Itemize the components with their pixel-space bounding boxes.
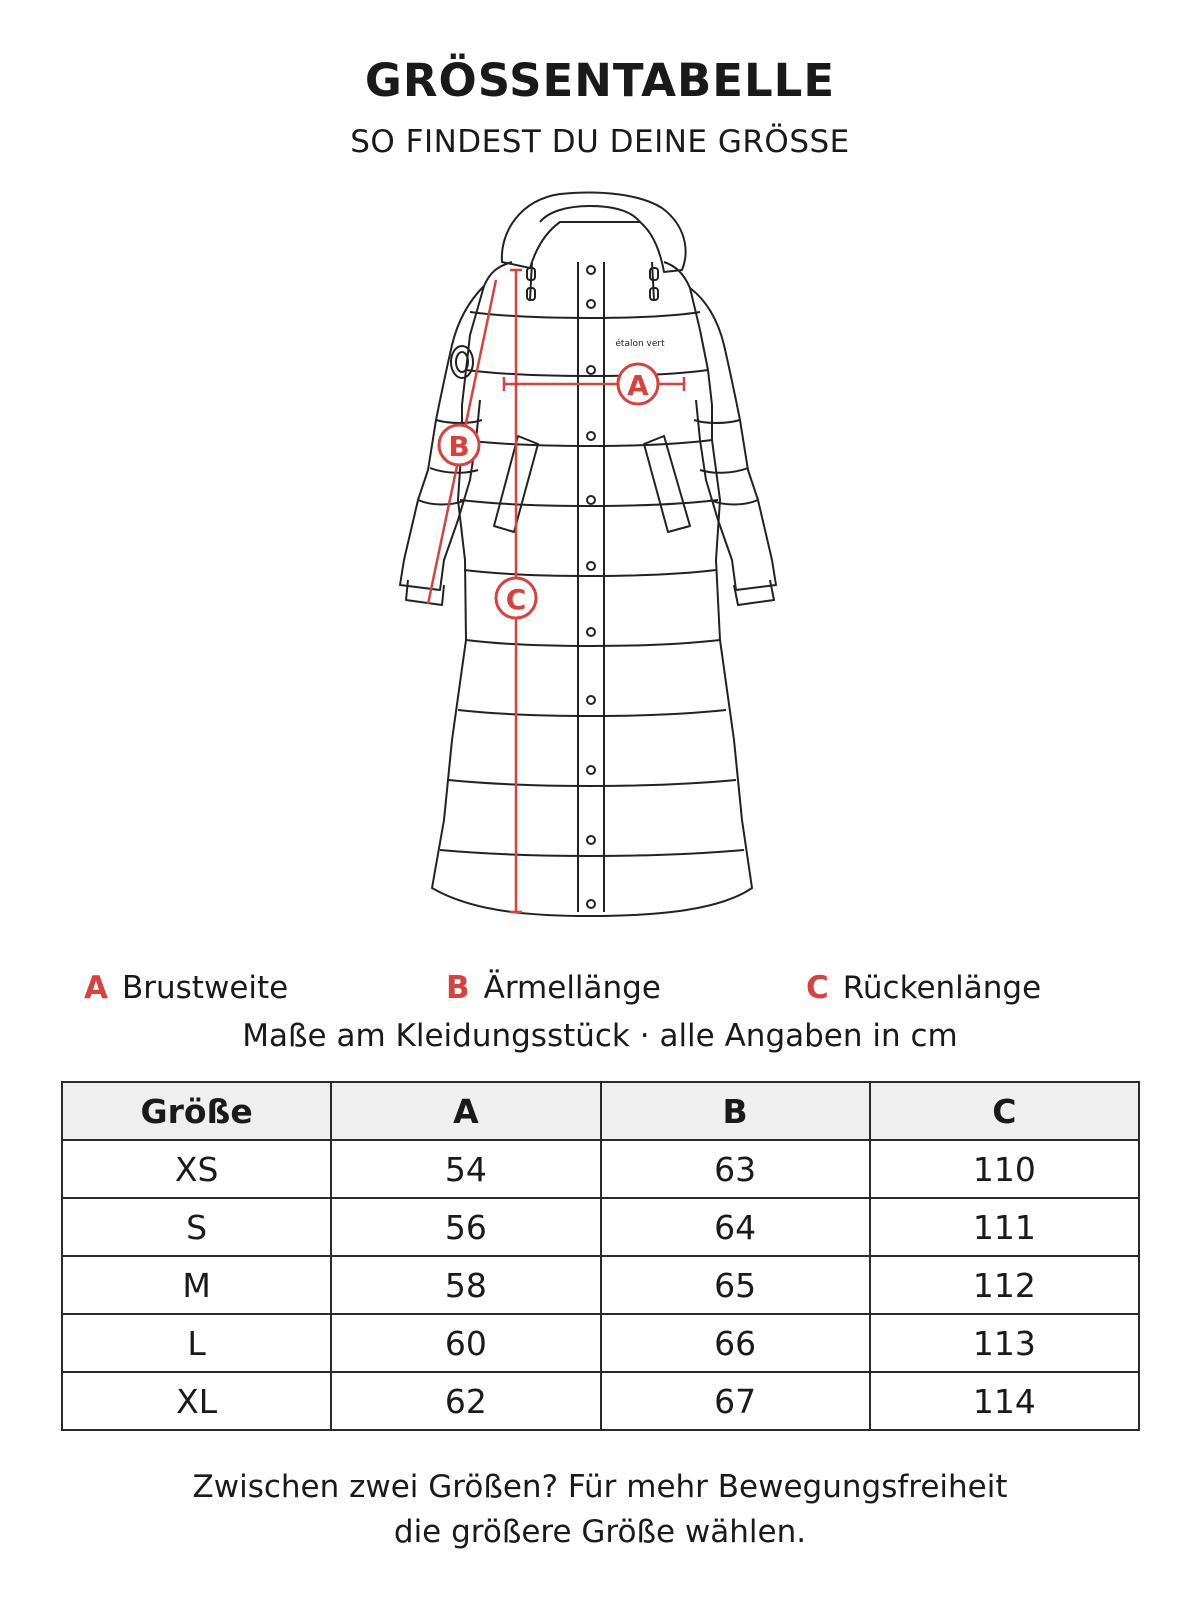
table-cell: 54 <box>331 1140 600 1198</box>
table-cell: 62 <box>331 1372 600 1430</box>
table-cell: 58 <box>331 1256 600 1314</box>
table-cell: 113 <box>870 1314 1139 1372</box>
marker-b <box>439 425 479 465</box>
table-cell: M <box>62 1256 331 1314</box>
table-cell: 60 <box>331 1314 600 1372</box>
table-row <box>62 1256 1139 1314</box>
svg-text:C: C <box>505 583 527 616</box>
measurement-note: Maße am Kleidungsstück · alle Angaben in cm <box>242 1018 958 1054</box>
header-cell: Größe <box>62 1082 331 1140</box>
table-cell: 63 <box>601 1140 870 1198</box>
table-cell: 112 <box>870 1256 1139 1314</box>
table-cell: 114 <box>870 1372 1139 1430</box>
table-row <box>62 1140 1139 1198</box>
page-title: GRÖSSENTABELLE <box>364 54 836 107</box>
page-subtitle: SO FINDEST DU DEINE GRÖSSE <box>350 124 850 160</box>
table-cell: 111 <box>870 1198 1139 1256</box>
header-cell: B <box>601 1082 870 1140</box>
legend-item-brustweite: A Brustweite <box>84 970 289 1006</box>
size-table <box>61 1081 1140 1431</box>
table-cell: 56 <box>331 1198 600 1256</box>
table-cell: 64 <box>601 1198 870 1256</box>
header-cell: A <box>331 1082 600 1140</box>
table-row <box>62 1198 1139 1256</box>
svg-text:B: B <box>448 430 470 463</box>
marker-a <box>618 364 658 404</box>
header-cell: C <box>870 1082 1139 1140</box>
footer-line-1: Zwischen zwei Größen? Für mehr Bewegungsfreiheit <box>192 1469 1008 1505</box>
svg-text:A: A <box>627 369 649 402</box>
table-cell: L <box>62 1314 331 1372</box>
coat-illustration <box>396 188 804 932</box>
marker-c <box>496 578 536 618</box>
legend-item-rueckenlaenge: C Rückenlänge <box>806 970 1042 1006</box>
table-cell: XS <box>62 1140 331 1198</box>
table-cell: 65 <box>601 1256 870 1314</box>
table-cell: XL <box>62 1372 331 1430</box>
table-row <box>62 1372 1139 1430</box>
table-cell: 66 <box>601 1314 870 1372</box>
table-cell: S <box>62 1198 331 1256</box>
brand-label: étalon vert <box>615 339 665 349</box>
table-cell: 110 <box>870 1140 1139 1198</box>
table-row <box>62 1314 1139 1372</box>
table-cell: 67 <box>601 1372 870 1430</box>
table-header-row <box>62 1082 1139 1140</box>
footer-tip <box>0 1465 1200 1555</box>
footer-line-2: die größere Größe wählen. <box>393 1514 807 1550</box>
measurement-legend <box>0 970 1200 1010</box>
legend-item-aermellaenge: B Ärmellänge <box>446 970 661 1006</box>
